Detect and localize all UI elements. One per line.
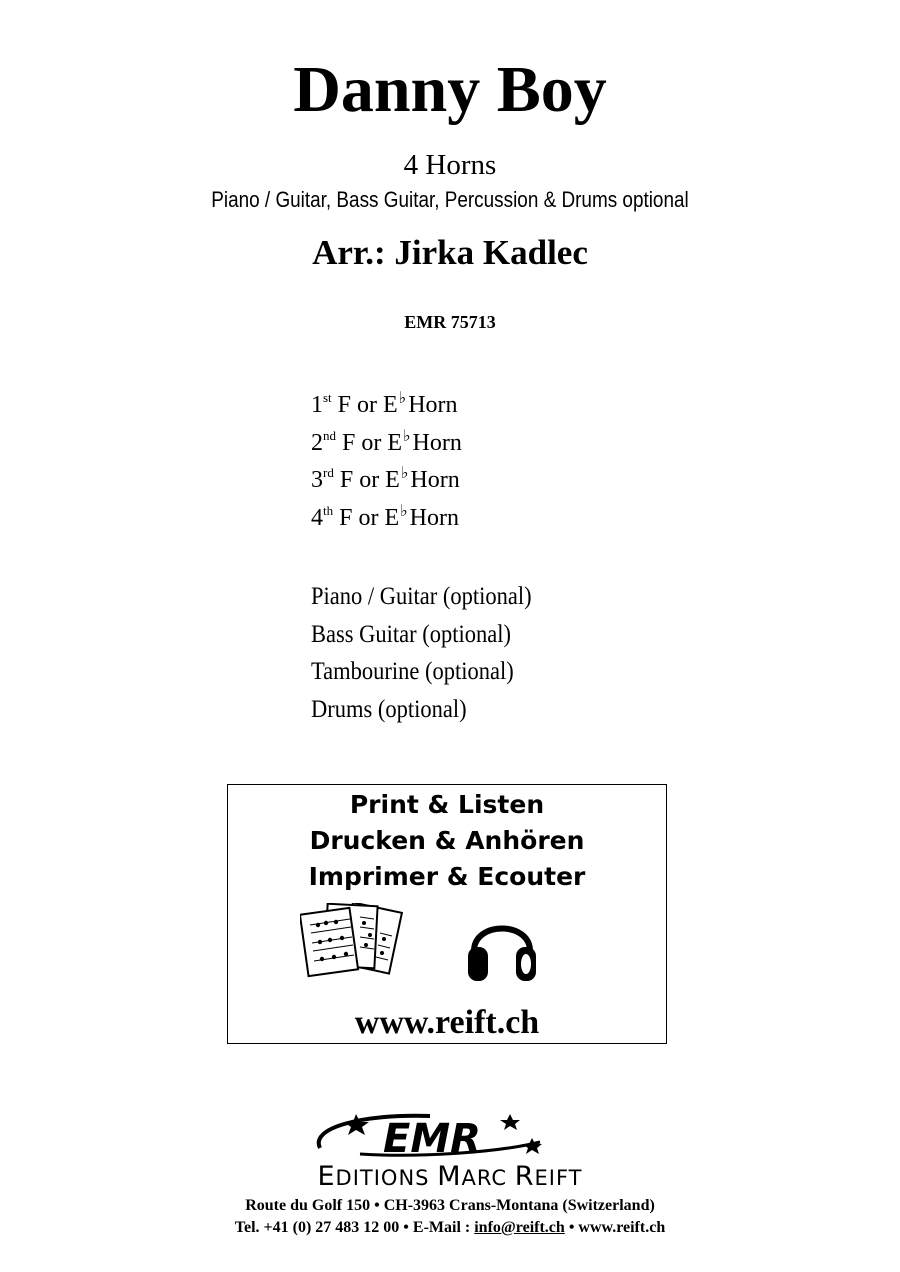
email-link[interactable]: info@reift.ch [474, 1219, 565, 1236]
part-item: 4th F or E♭Horn [311, 503, 459, 532]
publisher-contact: Tel. +41 (0) 27 483 12 00 • E-Mail : info@reift.ch • www.reift.ch [234, 1219, 666, 1236]
publisher-address: Route du Golf 150 • CH-3963 Crans-Montana (Switzerland) [245, 1197, 655, 1214]
publisher-name: EDITIONS MARC REIFT [317, 1161, 583, 1192]
flat-symbol: ♭ [403, 427, 411, 445]
optional-part-item: Piano / Guitar (optional) [311, 583, 532, 610]
promo-line-fr: Imprimer & Ecouter [308, 862, 586, 891]
instrumentation-subtitle: 4 Horns [403, 149, 497, 181]
promo-line-en: Print & Listen [349, 790, 545, 819]
catalog-number: EMR 75713 [404, 312, 496, 332]
part-item: 1st F or E♭Horn [311, 390, 458, 418]
promo-line-de: Drucken & Anhören [309, 826, 585, 855]
sheet-music-icon [300, 903, 408, 979]
part-item: 3rd F or E♭Horn [311, 465, 460, 494]
website-link[interactable]: • www.reift.ch [564, 1219, 666, 1236]
optional-part-item: Bass Guitar (optional) [311, 620, 511, 648]
optional-parts-list [311, 578, 556, 729]
logo-text: EMR [383, 1116, 481, 1160]
page-title: Danny Boy [293, 53, 607, 126]
arranger-credit: Arr.: Jirka Kadlec [312, 233, 588, 272]
optional-part-item: Tambourine (optional) [311, 658, 514, 686]
optional-instruments-line: Piano / Guitar, Bass Guitar, Percussion & Drums optional [211, 187, 689, 212]
flat-symbol: ♭ [398, 390, 407, 407]
parts-list [311, 387, 462, 538]
emr-logo [300, 1108, 560, 1160]
headphones-icon [464, 907, 540, 985]
flat-symbol: ♭ [400, 465, 409, 483]
part-item: 2nd F or E♭Horn [311, 427, 462, 456]
print-listen-box [227, 784, 667, 1044]
website-url[interactable]: www.reift.ch [354, 1004, 540, 1041]
flat-symbol: ♭ [400, 503, 408, 521]
optional-part-item: Drums (optional) [311, 696, 467, 724]
